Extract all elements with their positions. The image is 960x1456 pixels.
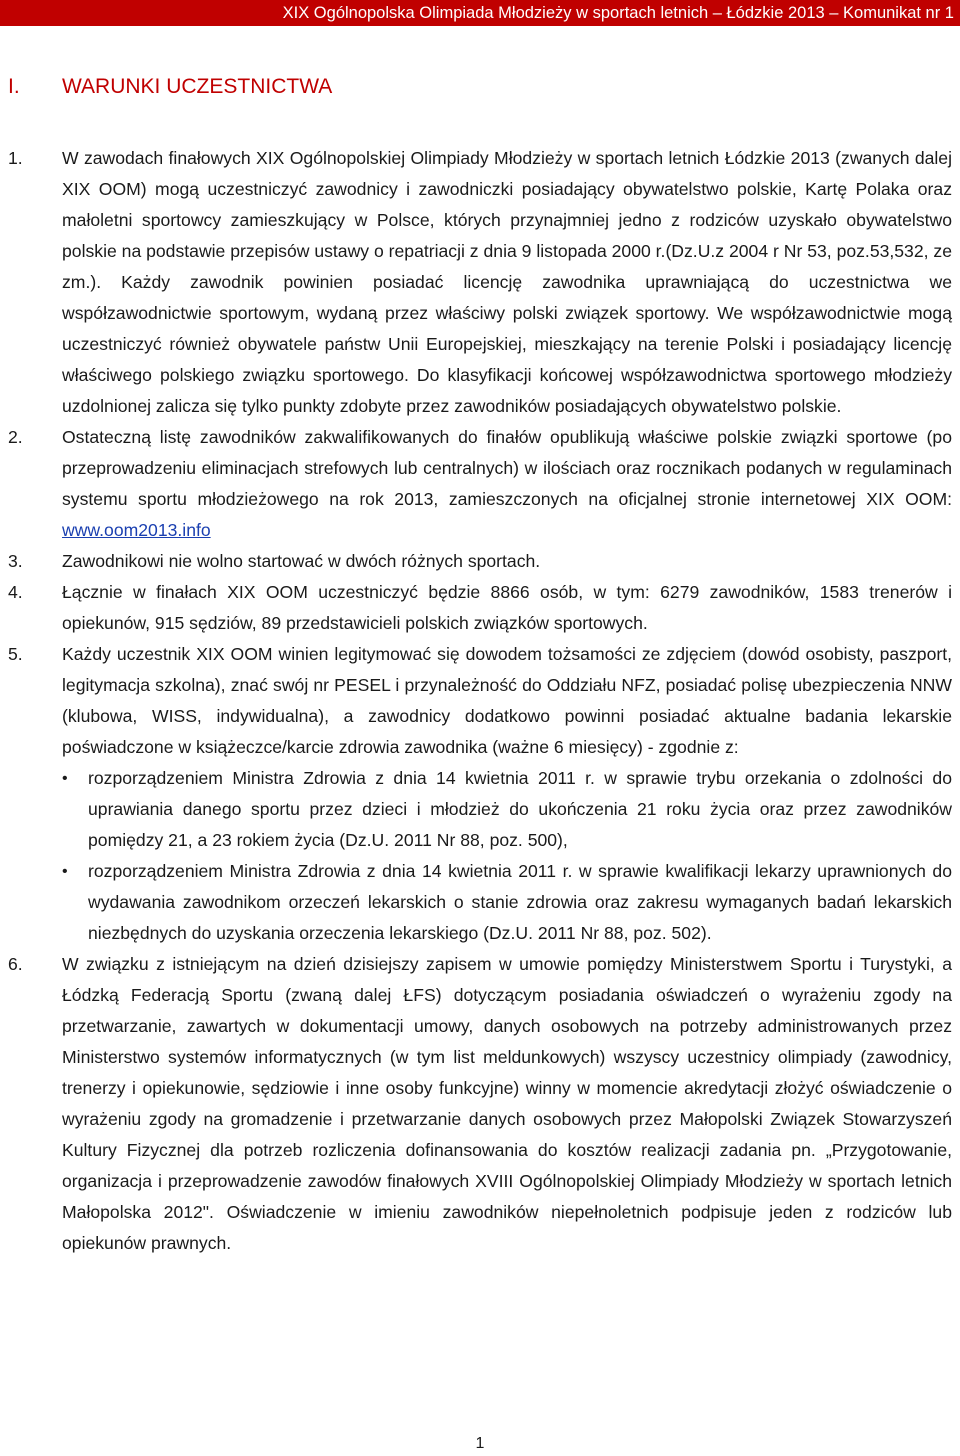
section-title: WARUNKI UCZESTNICTWA <box>62 75 333 98</box>
bullet-item <box>62 856 952 949</box>
bullet-item <box>62 763 952 856</box>
list-item-3 <box>8 546 952 577</box>
document-header <box>0 0 960 26</box>
item-text: Łącznie w finałach XIX OOM uczestniczyć będzie 8866 osób, w tym: 6279 zawodników, 1583 trenerów i opiekunów, 915 sędziów, 89 przedstawicieli polskich związków sportowych. <box>62 582 952 633</box>
bullet-symbol: • <box>62 863 68 880</box>
item-number: 4. <box>8 582 23 602</box>
page-number: 1 <box>475 1435 485 1452</box>
item-text: Każdy uczestnik XIX OOM winien legitymować się dowodem tożsamości ze zdjęciem (dowód osobisty, paszport, legitymacja szkolna), znać swój nr PESEL i przynależność do Oddziału NFZ, posiadać polisę ubezpieczenia NNW (klubowa, WISS, indywidualna), a zawodnicy dodatkowo powinni posiadać aktualne badania lekarskie poświadczone w książeczce/karcie zdrowia zawodnika (ważne 6 miesięcy) - zgodnie z: <box>62 644 952 757</box>
list-item-4 <box>8 577 952 639</box>
item-text-container <box>62 422 952 546</box>
section-number: I. <box>8 75 20 98</box>
item-text: Ostateczną listę zawodników zakwalifikowanych do finałów opublikują właściwe polskie związki sportowe (po przeprowadzeniu eliminacjach strefowych lub centralnych) w ilościach oraz rocznikach podanych w regulaminach systemu sportu młodzieżowego na rok 2013, zamieszczonych na oficjalnej stronie internetowej XIX OOM: <box>62 427 952 509</box>
item-number: 2. <box>8 427 23 447</box>
header-title: XIX Ogólnopolska Olimpiada Młodzieży w sportach letnich – Łódzkie 2013 – Komunikat nr 1 <box>282 4 954 22</box>
list-item-5 <box>8 639 952 949</box>
section-heading <box>8 72 332 102</box>
bullet-text: rozporządzeniem Ministra Zdrowia z dnia 14 kwietnia 2011 r. w sprawie kwalifikacji lekarzy uprawnionych do wydawania zawodnikom orzeczeń lekarskich o stanie zdrowia oraz zakresu wymaganych badań lekarskich niezbędnych do uzyskania orzeczenia lekarskiego (Dz.U. 2011 Nr 88, poz. 502). <box>88 861 952 943</box>
website-link[interactable]: www.oom2013.info <box>62 520 211 540</box>
list-item-2 <box>8 422 952 546</box>
item-number: 1. <box>8 148 23 168</box>
list-item-6 <box>8 949 952 1259</box>
item-text: W związku z istniejącym na dzień dzisiejszy zapisem w umowie pomiędzy Ministerstwem Sportu i Turystyki, a Łódzką Federacją Sportu (zwaną dalej ŁFS) dotyczącym posiadania oświadczeń o wyrażeniu zgody na przetwarzanie, zawartych w dokumentacji umowy, danych osobowych na potrzeby administrowanych przez Ministerstwo systemów informatycznych (w tym list meldunkowych) wszyscy uczestnicy olimpiady (zawodnicy, trenerzy i opiekunowie, sędziowie i inne osoby funkcyjne) winny w momencie akredytacji złożyć oświadczenie o wyrażeniu zgody na gromadzenie i przetwarzanie danych osobowych przez Małopolski Związek Stowarzyszeń Kultury Fizycznej dla potrzeb rozliczenia dofinansowania do kosztów realizacji zadania pn. „Przygotowanie, organizacja i przeprowadzenie zawodów finałowych XVIII Ogólnopolskiej Olimpiady Młodzieży w sportach letnich Małopolska 2012". Oświadczenie w imieniu zawodników niepełnoletnich podpisuje jeden z rodziców lub opiekunów prawnych. <box>62 954 952 1253</box>
item-text: W zawodach finałowych XIX Ogólnopolskiej Olimpiady Młodzieży w sportach letnich Łódzkie 2013 (zwanych dalej XIX OOM) mogą uczestniczyć zawodnicy i zawodniczki posiadający obywatelstwo polskie, Kartę Polaka oraz małoletni sportowcy zamieszkujący w Polsce, których przynajmniej jedno z rodziców uzyskało obywatelstwo polskie na podstawie przepisów ustawy o repatriacji z dnia 9 listopada 2000 r.(Dz.U.z 2004 r Nr 53, poz.53,532, ze zm.). Każdy zawodnik powinien posiadać licencję zawodnika uprawniającą do uczestnictwa we współzawodnictwie sportowym, wydaną przez właściwy polski związek sportowy. We współzawodnictwie mogą uczestniczyć również obywatele państw Unii Europejskiej, mieszkający na terenie Polski i posiadający licencję właściwego polskiego związku sportowego. Do klasyfikacji końcowej współzawodnictwa sportowego młodzieży uzdolnionej zalicza się tylko punkty zdobyte przez zawodników posiadających obywatelstwo polskie. <box>62 148 952 416</box>
item-text: Zawodnikowi nie wolno startować w dwóch różnych sportach. <box>62 551 541 571</box>
bullet-text: rozporządzeniem Ministra Zdrowia z dnia 14 kwietnia 2011 r. w sprawie trybu orzekania o zdolności do uprawiania danego sportu przez dzieci i młodzież do ukończenia 21 roku życia oraz przez zawodników pomiędzy 21, a 23 rokiem życia (Dz.U. 2011 Nr 88, poz. 500), <box>88 768 952 850</box>
item-number: 6. <box>8 954 23 974</box>
item-text-container <box>62 639 952 949</box>
item-number: 5. <box>8 644 23 664</box>
item-number: 3. <box>8 551 23 571</box>
bullet-symbol: • <box>62 770 68 787</box>
list-item-1 <box>8 143 952 422</box>
document-body <box>8 143 952 1259</box>
